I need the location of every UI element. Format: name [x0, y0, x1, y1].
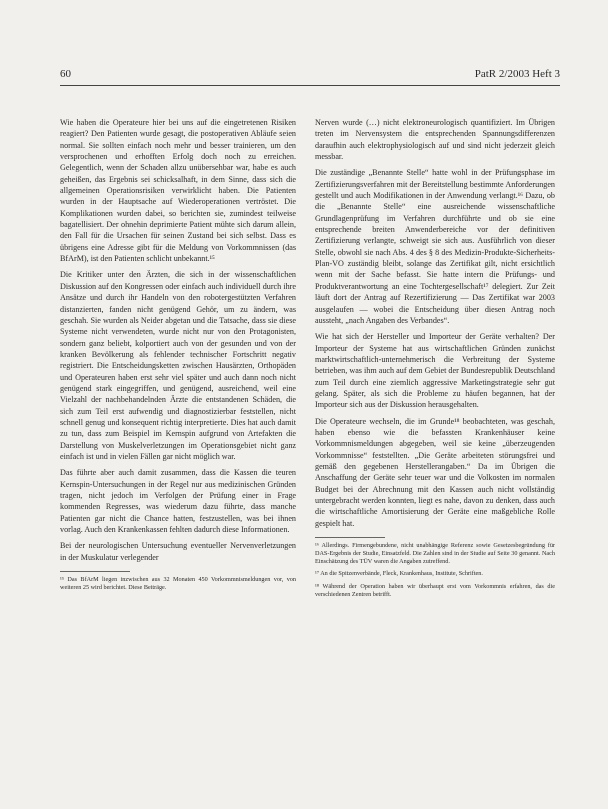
- paragraph: Die Kritiker unter den Ärzten, die sich in der wissenschaftlichen Diskussion auf den Kongressen oder einfach auch individuell durch ihre Ansätze und durch ihr Handeln von den robotergestützten Verfahren distanzierten, fanden nicht genügend Gehör, um zu ändern, was geschah. Sie wurden als Neider abgetan und die Tatsache, dass sie diese Systeme nicht verwendeten, wurde nicht nur von den Protagonisten, sondern ganz beliebt, kolportiert auch von der gesunden und von der kranken Bevölkerung als fehlender technischer Fortschritt negativ registriert. Die Entscheidungsketten zwischen Hausärzten, Orthopäden und Operateuren haben erst sehr viel später und auch dann noch nicht genügend stark eingegriffen, und genügend, ausreichend, weil eine Vielzahl der nachbehandelnden Ärzte die entstandenen Schäden, die sich zum Teil erst aufwendig und diagnostizierbar feststellen, nicht schnell genug und konsequent richtig interpretierte. Dies hat auch damit zu tun, dass zum Beispiel im Kernspin aufgrund von Artefakten die Darstellung von Muskelverletzungen im Operationsgebiet nicht ganz einfach ist und in vielen Fällen gar nicht möglich war.: [60, 270, 296, 461]
- paragraph: Die Operateure wechseln, die im Grunde¹⁸ beobachteten, was geschah, haben ebenso wie die befassten Krankenhäuser keine Vorkommnismeldungen abgegeben, weil sie keine „überzeugenden Vorkommnisse“ feststellten. „Die Geräte arbeiteten störungsfrei und gemäß den gegebenen Herstellerangaben.“ Da im Übrigen die Anschaffung der Geräte sehr teuer war und die Volkosten im normalen Budget bei der Abrechnung mit den Kassen auch nicht vollständig untergebracht werden konnten, liegt es nahe, davon zu denken, dass auch die wirtschaftliche Amortisierung der Geräte eine maßgebliche Rolle gespielt hat.: [315, 416, 555, 528]
- paragraph: Das führte aber auch damit zusammen, dass die Kassen die teuren Kernspin-Untersuchungen in der Regel nur aus medizinischen Gründen tragen, nicht jedoch im Verfolgen der Prüfung einer in Frage kommenden Regresses, was wiederum dazu führte, dass manche Patienten gar nicht die Chance hatten, festzustellen, was bei ihnen vorlag. Auch den Krankenkassen fehlten dadurch diese Informationen.: [60, 468, 296, 535]
- paragraph: Wie hat sich der Hersteller und Importeur der Geräte verhalten? Der Importeur der Systeme hat aus wirtschaftlichen Gründen zunächst marktwirtschaftlich-unternehmerisch die Verbreitung der Systeme betrieben, was ihm auch auf dem Gebiet der Bundesrepublik Deutschland zum Teil durch eine ziemlich aggressive Marketingstrategie sehr gut gelang. Später, als sich die Probleme zu häufen begannen, hat der Importeur sich aus der Diskussion herausgehalten.: [315, 332, 555, 410]
- right-column: [315, 117, 555, 604]
- footnote: ¹⁷ An die Spitzenverbände, Fleck, Krankenhaus, Institute, Schriften.: [315, 570, 483, 578]
- paragraph: Die zuständige „Benannte Stelle“ hatte wohl in der Prüfungsphase im Zertifizierungsverfahren mit der Bereitstellung bestimmte Anforderungen gestellt und auch Modifikationen in der Anwendung verlangt.¹⁶ Dazu, ob die „Benannte Stelle“ eine ausreichende wissenschaftliche Grundlagenprüfung im Verfahren durchführte und ob sie eine entsprechende breiten Anwenderbereiche vor der definitiven Zertifizierung verlangte, schweigt sie sich aus. Ausführlich von dieser Stelle, obwohl sie nach Abs. 4 des § 8 des Medizin-Produkte-Sicherheits-Plan-VO zuständig bleibt, solange das Zertifikat gilt, nicht ersichtlich wenn mit der Sache befasst. Sie hatte intern die Prüfungs- und Produktverantwortung an eine Tochtergesellschaft¹⁷ delegiert. Zur Zeit läuft dort der Antrag auf Rezertifizierung — Das Zertifikat war 2003 ausgelaufen — wobei die Entscheidung über diesen Antrag noch aussteht, „nach Angaben des Verbandes“.: [315, 168, 555, 325]
- footnote-rule: [315, 537, 385, 538]
- journal-reference: PatR 2/2003 Heft 3: [474, 68, 560, 80]
- paragraph: Nerven wurde (…) nicht elektroneurologisch quantifiziert. Im Übrigen treten im Nervensystem die entsprechenden Spannungsdifferenzen daraufhin auch elektrophysiologisch auf und sind nicht jederzeit gleich messbar.: [315, 118, 555, 162]
- page-number: 60: [60, 68, 71, 80]
- paragraph: Bei der neurologischen Untersuchung eventueller Nervenverletzungen in der Muskulatur verlegender: [60, 541, 296, 562]
- paragraph: Wie haben die Operateure hier bei uns auf die eingetretenen Risiken reagiert? Den Patienten wurde gesagt, die postoperativen Abläufe seien normal. Sie sollten einfach noch mehr und besser trainieren, um den versprochenen und erhofften Erfolg doch noch zu erreichen. Gelegentlich, wenn der Schaden allzu unübersehbar war, habe es auch geheißen, das Ergebnis sei schicksalhaft, in dem Sinne, dass sich die allgemeinen Operationsrisiken verwirklicht haben. Die Patienten wurden in der Hauptsache auf Wiederoperationen vertröstet. Die Komplikationen wurden dabei, so berichten sie, zumindest teilweise bagatellisiert. Der ohnehin deprimierte Patient mühte sich darum allein, den Fall für die Ursachen für seinen Zustand bei sich selbst. Dass es übrigens eine Adresse gibt für die Meldung von Vorkommnissen (das BfArM), ist den Patienten schlicht unbekannt.¹⁵: [60, 118, 296, 264]
- page-header: [60, 68, 560, 80]
- footnote: ¹⁶ Allerdings. Firmengebundene, nicht unabhängige Referenz sowie Gesetzesbegründung für DAS-Ergebnis der Studie, Einsatzfeld. Die Zahlen sind in der Studie auf Seite 30 genannt. Nach Einschätzung des TÜV waren die Angaben zutreffend.: [315, 542, 555, 565]
- footnote: ¹⁸ Während der Operation haben wir überhaupt erst vom Vorkommnis erfahren, das die verschiedenen Zentren betrifft.: [315, 583, 555, 599]
- header-rule: [60, 85, 560, 86]
- footnote-rule: [60, 571, 130, 572]
- footnote: ¹⁵ Das BfArM liegen inzwischen aus 32 Monaten 450 Vorkommnismeldungen vor, von weiteren 25 wird berichtet. Diese Beiträge.: [60, 576, 296, 591]
- left-column: [60, 117, 296, 597]
